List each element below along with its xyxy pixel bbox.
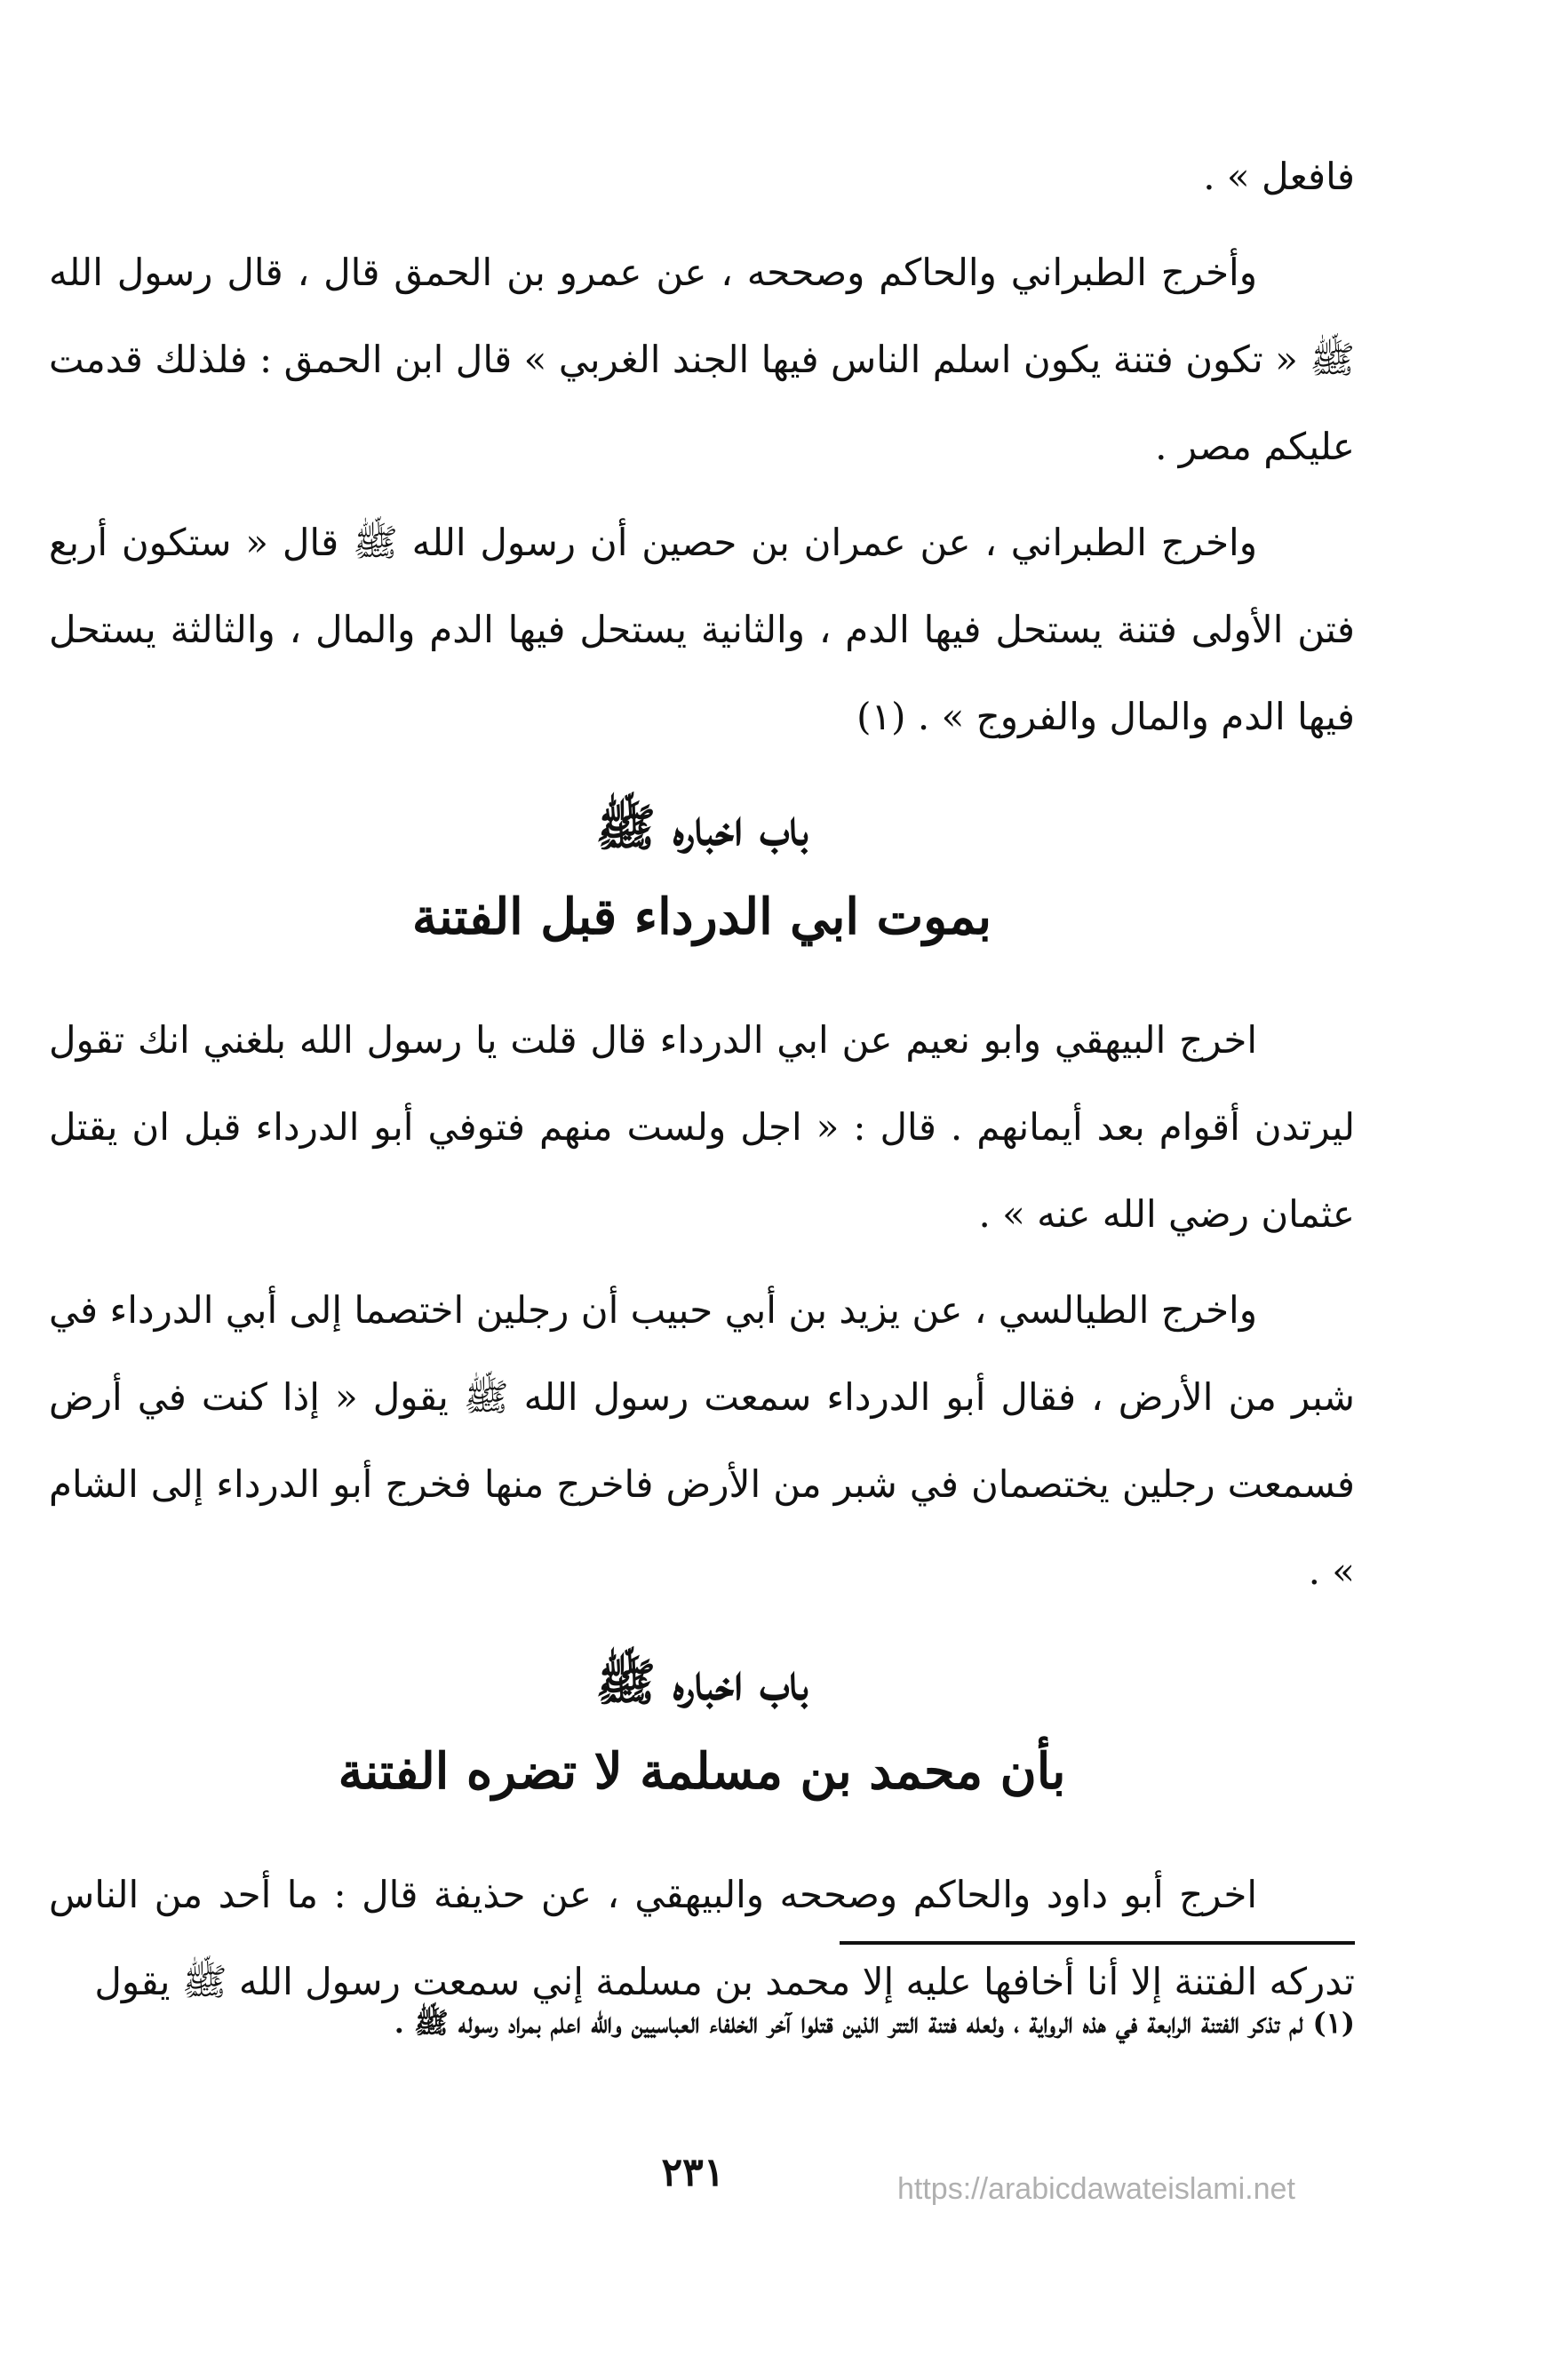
section-heading [49, 784, 1355, 961]
section-title-line-2: بأن محمد بن مسلمة لا تضره الفتنة [338, 1742, 1066, 1801]
paragraph: وأخرج الطبراني والحاكم وصححه ، عن عمرو بن الحمق قال ، قال رسول الله ﷺ « تكون فتنة يكون اسلم الناس فيها الجند الغربي » قال ابن الحمق : فلذلك قدمت عليكم مصر . [49, 251, 1355, 468]
paragraph: فافعل » . [1203, 155, 1355, 198]
watermark-url: https://arabicdawateislami.net [897, 2172, 1295, 2206]
section-title-line-1: باب اخباره ﷺ [595, 1653, 808, 1712]
paragraph: اخرج البيهقي وابو نعيم عن ابي الدرداء قال قلت يا رسول الله بلغني انك تقول ليرتدن أقوام بعد أيمانهم . قال : « اجل ولست منهم فتوفي أبو الدرداء قبل ان يقتل عثمان رضي الله عنه » . [49, 1018, 1355, 1236]
paragraph: واخرج الطيالسي ، عن يزيد بن أبي حبيب أن رجلين اختصما إلى أبي الدرداء في شبر من الأرض ، فقال أبو الدرداء سمعت رسول الله ﷺ يقول « إذا كنت في أرض فسمعت رجلين يختصمان في شبر من الأرض فاخرج منها فخرج أبو الدرداء إلى الشام » . [49, 1288, 1355, 1593]
page-number: ٢٣١ [661, 2150, 725, 2195]
paragraph: اخرج أبو داود والحاكم وصححه والبيهقي ، عن حذيفة قال : ما أحد من الناس تدركه الفتنة إلا أنا أخافها عليه إلا محمد بن مسلمة إني سمعت رسول الله ﷺ يقول [49, 1873, 1355, 2003]
main-text [49, 133, 1355, 2034]
section-title-line-1: باب اخباره ﷺ [595, 799, 808, 857]
section-title-line-2: بموت ابي الدرداء قبل الفتنة [411, 888, 992, 946]
footnote: (١) لم تذكر الفتنة الرابعة في هذه الرواية ، ولعله فتنة التتر الذين قتلوا آخر الخلفاء العباسيين والله اعلم بمراد رسوله ﷺ . [394, 2006, 1355, 2040]
section-heading [49, 1638, 1355, 1816]
footnote-divider [840, 1941, 1355, 1945]
paragraph: واخرج الطبراني ، عن عمران بن حصين أن رسول الله ﷺ قال « ستكون أربع فتن الأولى فتنة يستحل فيها الدم ، والثانية يستحل فيها الدم والمال ، والثالثة يستحل فيها الدم والمال والفروج » . (١) [49, 521, 1355, 738]
